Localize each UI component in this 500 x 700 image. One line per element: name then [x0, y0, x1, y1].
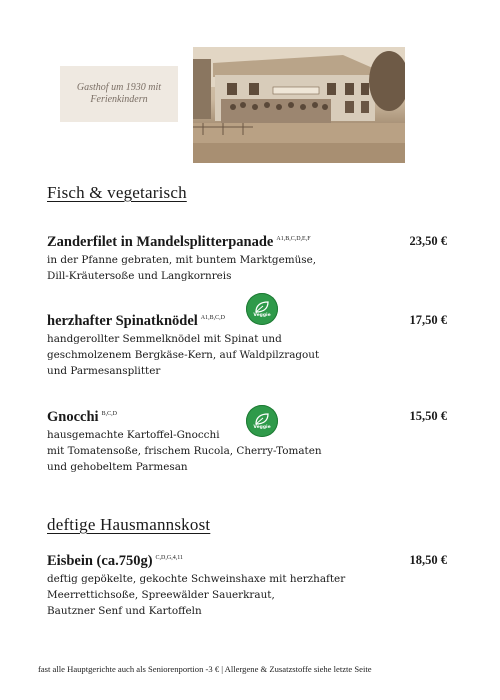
menu-item: [47, 313, 447, 379]
dish-price: 17,50 €: [409, 313, 447, 327]
section-title-hearty: deftige Hausmannskost: [47, 515, 211, 534]
dish-description: hausgemachte Kartoffel-Gnocchi mit Tomatensoße, frischem Rucola, Cherry-Tomaten und gehobeltem Parmesan: [47, 429, 322, 473]
dish-price: 18,50 €: [409, 553, 447, 567]
allergen-codes: B,C,D: [101, 411, 117, 417]
dish-name: Eisbein (ca.750g) $^{C,D,G,4,11}$: [47, 553, 183, 569]
caption-line-1: Gasthof um 1930 mit: [76, 82, 162, 93]
menu-item: [47, 234, 447, 284]
allergen-codes: C,D,G,4,11: [155, 555, 183, 561]
allergen-codes: A1,B,C,D: [200, 315, 225, 321]
dish-name: Zanderfilet in Mandelsplitterpanade $^{A1,B,C,D,E,F}$: [47, 234, 311, 250]
section-title-fish-veg: Fisch & vegetarisch: [47, 183, 187, 202]
allergen-codes: A1,B,C,D,E,F: [276, 236, 311, 242]
dish-name: herzhafter Spinatknödel $^{A1,B,C,D}$: [47, 313, 225, 329]
veggie-badge-label: Veggie: [253, 425, 271, 430]
historic-inn-photo: [193, 47, 405, 163]
dish-price: 15,50 €: [409, 409, 447, 423]
dish-description: in der Pfanne gebraten, mit buntem Marktgemüse, Dill-Kräutersoße und Langkornreis: [47, 254, 317, 282]
history-caption-box: [60, 66, 178, 122]
leaf-icon: [255, 413, 269, 425]
caption-line-2: Ferienkindern: [90, 94, 148, 105]
dish-description: deftig gepökelte, gekochte Schweinshaxe mit herzhafter Meerrettichsoße, Spreewälder Sauerkraut, Bautzner Senf und Kartoffeln: [47, 573, 346, 617]
veggie-badge: [246, 405, 278, 437]
menu-item: [47, 553, 447, 619]
veggie-badge: [246, 293, 278, 325]
dish-price: 23,50 €: [409, 234, 447, 248]
inn-building-illustration: [193, 47, 405, 163]
leaf-icon: [255, 301, 269, 313]
dish-name: Gnocchi $^{B,C,D}$: [47, 409, 117, 425]
dish-description: handgerollter Semmelknödel mit Spinat und geschmolzenem Bergkäse-Kern, auf Waldpilzragout und Parmesansplitter: [47, 333, 320, 377]
veggie-badge-label: Veggie: [253, 313, 271, 318]
footer-note: fast alle Hauptgerichte auch als Seniorenportion -3 € | Allergene & Zusatzstoffe siehe letzte Seite: [38, 664, 372, 674]
history-caption: [77, 82, 161, 106]
